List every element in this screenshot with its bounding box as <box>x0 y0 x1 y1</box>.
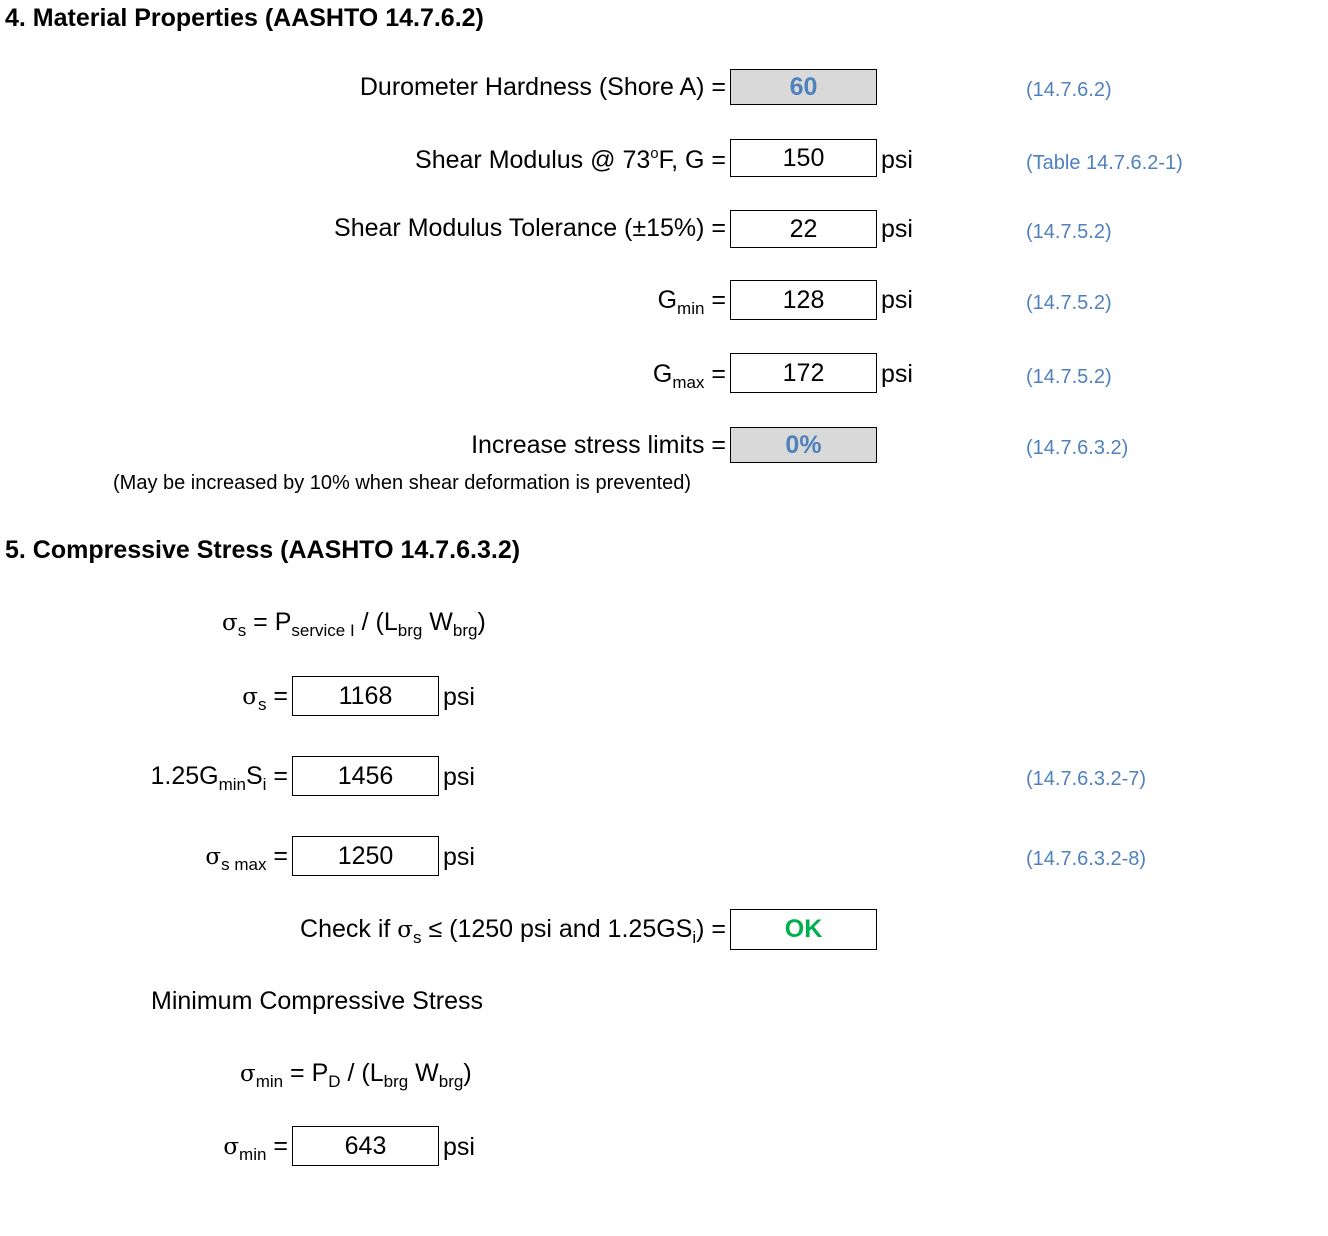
increase-note: (May be increased by 10% when shear deformation is prevented) <box>113 472 692 494</box>
sigma-min-value[interactable]: 643 <box>292 1126 439 1166</box>
gmax-ref: (14.7.5.2) <box>1026 366 1112 388</box>
gmin-unit: psi <box>881 286 913 314</box>
gmin-value[interactable]: 128 <box>730 280 877 320</box>
sigma-min-formula: $\sigma_{min} = P_D / (L_{brg}$ $W_{brg}$) <box>240 1059 472 1091</box>
sigma-s-max-unit: psi <box>443 843 475 871</box>
gmin-label: $G_{min}$ = <box>657 286 726 318</box>
sigma-s-value[interactable]: 1168 <box>292 676 439 716</box>
section-4-title: 4. Material Properties (AASHTO 14.7.6.2) <box>5 4 484 32</box>
gmax-value[interactable]: 172 <box>730 353 877 393</box>
tolerance-ref: (14.7.5.2) <box>1026 221 1112 243</box>
limit-1-unit: psi <box>443 763 475 791</box>
sigma-min-label: $\sigma_{min}$ = <box>223 1132 288 1164</box>
sigma-s-max-label: $\sigma_{s max}$ = <box>205 842 288 874</box>
durometer-value[interactable]: 60 <box>730 69 877 105</box>
increase-ref: (14.7.6.3.2) <box>1026 437 1129 459</box>
gmax-unit: psi <box>881 360 913 388</box>
section-5-title: 5. Compressive Stress (AASHTO 14.7.6.3.2) <box>5 536 521 564</box>
increase-value[interactable]: 0% <box>730 427 877 463</box>
sigma-s-max-value[interactable]: 1250 <box>292 836 439 876</box>
limit-1-label: $1.25G_{min}S_i$ = <box>150 762 288 794</box>
shear-modulus-value[interactable]: 150 <box>730 139 877 177</box>
sigma-s-label: $\sigma_s$ = <box>242 682 288 714</box>
sigma-s-formula: $\sigma_s = P_{service I} / (L_{brg}$ $W_{brg}$) <box>222 608 486 640</box>
check-label: Check if $\sigma_s \le (1250$ psi and $1.25GS_i$) = <box>300 915 726 947</box>
sigma-min-unit: psi <box>443 1133 475 1161</box>
durometer-ref: (14.7.6.2) <box>1026 79 1112 101</box>
tolerance-unit: psi <box>881 215 913 243</box>
tolerance-label: Shear Modulus Tolerance (±15%) = <box>334 214 726 242</box>
sigma-s-unit: psi <box>443 683 475 711</box>
tolerance-value[interactable]: 22 <box>730 210 877 248</box>
min-stress-title: Minimum Compressive Stress <box>151 987 484 1015</box>
check-result[interactable]: OK <box>730 909 877 950</box>
limit-1-value[interactable]: 1456 <box>292 756 439 796</box>
gmax-label: $G_{max}$ = <box>652 360 726 392</box>
limit-1-ref: (14.7.6.3.2-7) <box>1026 768 1147 790</box>
durometer-label: Durometer Hardness (Shore A) = <box>359 73 726 101</box>
shear-modulus-unit: psi <box>881 146 913 174</box>
sigma-s-max-ref: (14.7.6.3.2-8) <box>1026 848 1147 870</box>
shear-modulus-label: Shear Modulus @ 73$^o$F, G = <box>415 145 726 174</box>
gmin-ref: (14.7.5.2) <box>1026 292 1112 314</box>
increase-label: Increase stress limits = <box>471 431 726 459</box>
shear-modulus-ref: (Table 14.7.6.2-1) <box>1026 152 1183 174</box>
